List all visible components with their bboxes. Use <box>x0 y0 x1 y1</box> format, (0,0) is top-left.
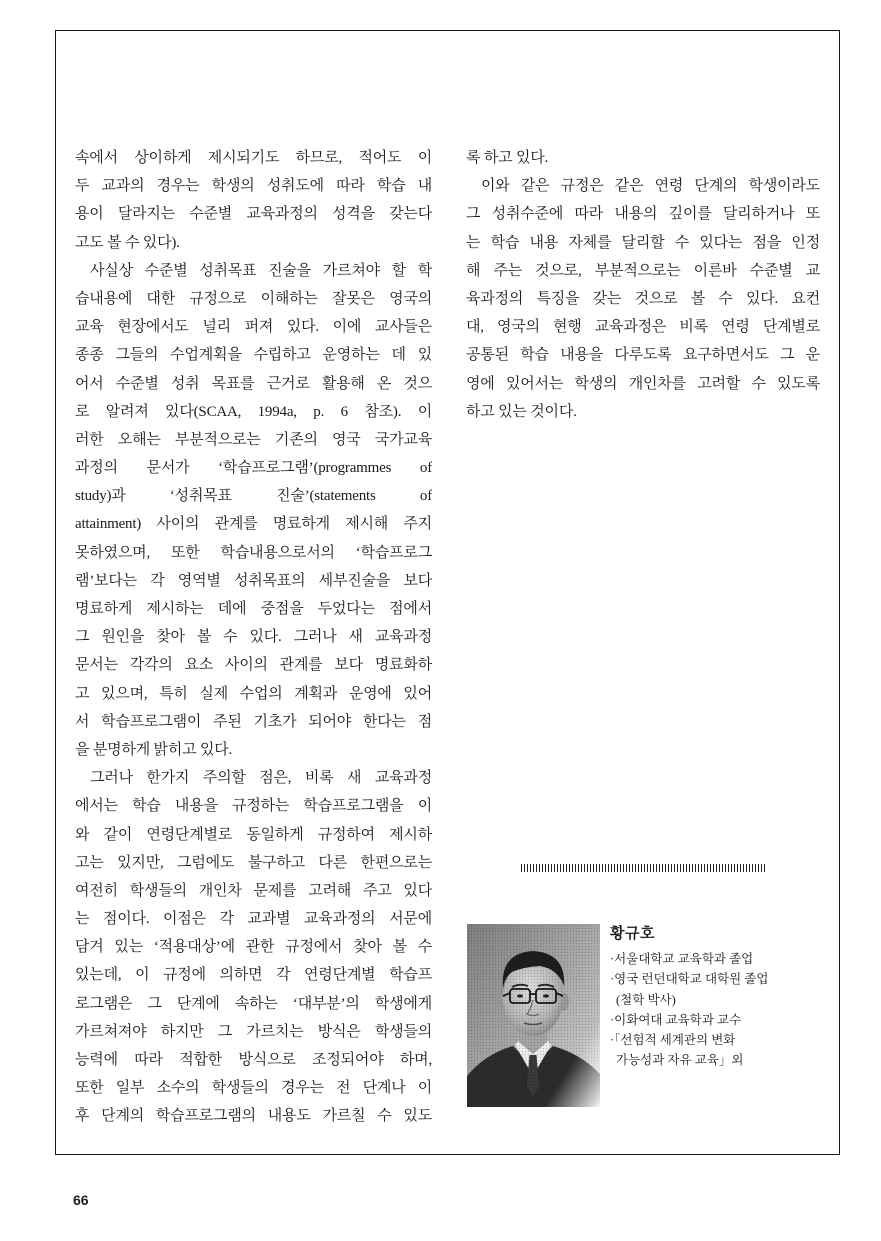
body-text-line: 로그램은 그 단계에 속하는 ‘대부분’의 학생에게 <box>75 995 432 1012</box>
body-text-line: 그 성취수준에 따라 내용의 깊이를 달리하거나 또 <box>466 206 820 223</box>
body-text-line: 는 점이다. 이점은 각 교과별 교육과정의 서문에 <box>75 911 432 928</box>
body-text-line: 고도 볼 수 있다). <box>75 234 180 251</box>
right-column <box>466 144 820 426</box>
body-text-line: 또한 일부 소수의 학생들의 경우는 전 단계나 이 <box>75 1080 432 1097</box>
body-text-line: 과정의 문서가 ‘학습프로그램’(programmes of <box>75 460 432 477</box>
body-text-line: 고는 있지만, 그럼에도 불구하고 다른 한편으로는 <box>75 854 432 871</box>
paragraph <box>466 144 820 172</box>
body-text-line: 대, 영국의 현행 교육과정은 비록 연령 단계별로 <box>466 319 820 336</box>
body-text-line: 종종 그들의 수업계획을 수립하고 운영하는 데 있 <box>75 347 432 364</box>
body-text-line: 에서는 학습 내용을 규정하는 학습프로그램을 이 <box>75 798 432 815</box>
body-text-line: 용이 달라지는 수준별 교육과정의 성격을 갖는다 <box>75 206 432 223</box>
body-text-line: 록 하고 있다. <box>466 150 549 166</box>
author-bio-line: ·서울대학교 교육학과 졸업 <box>610 952 754 966</box>
author-photo <box>467 924 600 1107</box>
photo-fade <box>467 924 600 1107</box>
body-text-line: 후 단계의 학습프로그램의 내용도 가르칠 수 있도 <box>75 1108 432 1125</box>
body-text-line: 두 교과의 경우는 학생의 성취도에 따라 학습 내 <box>75 178 432 195</box>
body-text-line: 와 같이 연령단계별로 동일하게 규정하여 제시하 <box>75 826 432 843</box>
author-bio-line: ·영국 런던대학교 대학원 졸업 <box>610 972 769 987</box>
body-text-line: 문서는 각각의 요소 사이의 관계를 보다 명료화하 <box>75 657 432 674</box>
body-text-line: 공통된 학습 내용을 다루도록 요구하면서도 그 운 <box>466 347 820 364</box>
body-text-line: 못하였으며, 또한 학습내용으로서의 ‘학습프로그 <box>75 544 432 561</box>
author-bio-line: ·「선험적 세계관의 변화 <box>610 1033 736 1048</box>
body-text-line: 하고 있는 것이다. <box>466 403 577 420</box>
body-text-line: 해 주는 것으로, 부분적으로는 이른바 수준별 교 <box>466 262 820 279</box>
body-text-line: 러한 오해는 부분적으로는 기존의 영국 국가교육 <box>75 431 432 448</box>
body-text-line: 능력에 따라 적합한 방식으로 조정되어야 하며, <box>75 1052 432 1068</box>
body-text-line: 는 학습 내용 자체를 달리할 수 있다는 점을 인정 <box>466 234 820 251</box>
section-divider <box>521 864 765 872</box>
body-text-line: 이와 같은 규정은 같은 연령 단계의 학생이라도 <box>481 178 820 195</box>
body-text-line: 고 있으며, 특히 실제 수업의 계획과 운영에 있어 <box>75 685 432 702</box>
author-bio-line: ·이화여대 교육학과 교수 <box>610 1012 742 1027</box>
page-number: 66 <box>73 1192 89 1208</box>
body-text-line: 있는데, 이 규정에 의하면 각 연령단계별 학습프 <box>75 967 432 984</box>
body-text-line: 그러나 한가지 주의할 점은, 비록 새 교육과정 <box>90 770 432 787</box>
body-text-line: 가르쳐져야 하지만 그 가르치는 방식은 학생들의 <box>75 1023 432 1040</box>
body-text-line: 어서 수준별 성취 목표를 근거로 활용해 온 것으 <box>75 375 432 392</box>
body-text-line: attainment) 사이의 관계를 명료하게 제시해 주지 <box>75 516 432 533</box>
body-text-line: 그 원인을 찾아 볼 수 있다. 그러나 새 교육과정 <box>75 629 432 646</box>
body-text-line: 육과정의 특징을 갖는 것으로 볼 수 있다. 요컨 <box>466 290 820 307</box>
author-bio-line: (철학 박사) <box>616 992 676 1007</box>
paragraph <box>466 172 820 426</box>
author-bio <box>610 924 810 1071</box>
paragraph <box>75 144 432 257</box>
body-text-line: 영에 있어서는 학생의 개인차를 고려할 수 있도록 <box>466 375 820 392</box>
body-text-line: 담겨 있는 ‘적용대상’에 관한 규정에서 찾아 볼 수 <box>75 939 432 956</box>
paragraph <box>75 257 432 764</box>
author-bio-line: 가능성과 자유 교육」외 <box>616 1053 744 1068</box>
body-text-line: 습내용에 대한 규정으로 이해하는 잘못은 영국의 <box>75 290 432 307</box>
left-column <box>75 144 432 1131</box>
body-text-line: 사실상 수준별 성취목표 진술을 가르쳐야 할 학 <box>90 262 432 279</box>
author-name: 황규호 <box>610 926 655 942</box>
body-text-line: 여전히 학생들의 개인차 문제를 고려해 주고 있다 <box>75 882 432 899</box>
body-text-line: 을 분명하게 밝히고 있다. <box>75 741 233 758</box>
body-text-line: study)과 ‘성취목표 진술’(statements of <box>75 488 432 505</box>
paragraph <box>75 764 432 1130</box>
body-text-line: 속에서 상이하게 제시되기도 하므로, 적어도 이 <box>75 150 432 166</box>
body-text-line: 서 학습프로그램이 주된 기초가 되어야 한다는 점 <box>75 713 432 730</box>
body-text-line: 명료하게 제시하는 데에 중점을 두었다는 점에서 <box>75 601 432 617</box>
body-text-line: 램’보다는 각 영역별 성취목표의 세부진술을 보다 <box>75 572 432 589</box>
body-text-line: 교육 현장에서도 널리 퍼져 있다. 이에 교사들은 <box>75 319 432 336</box>
body-text-line: 로 알려져 있다(SCAA, 1994a, p. 6 참조). 이 <box>75 403 432 420</box>
